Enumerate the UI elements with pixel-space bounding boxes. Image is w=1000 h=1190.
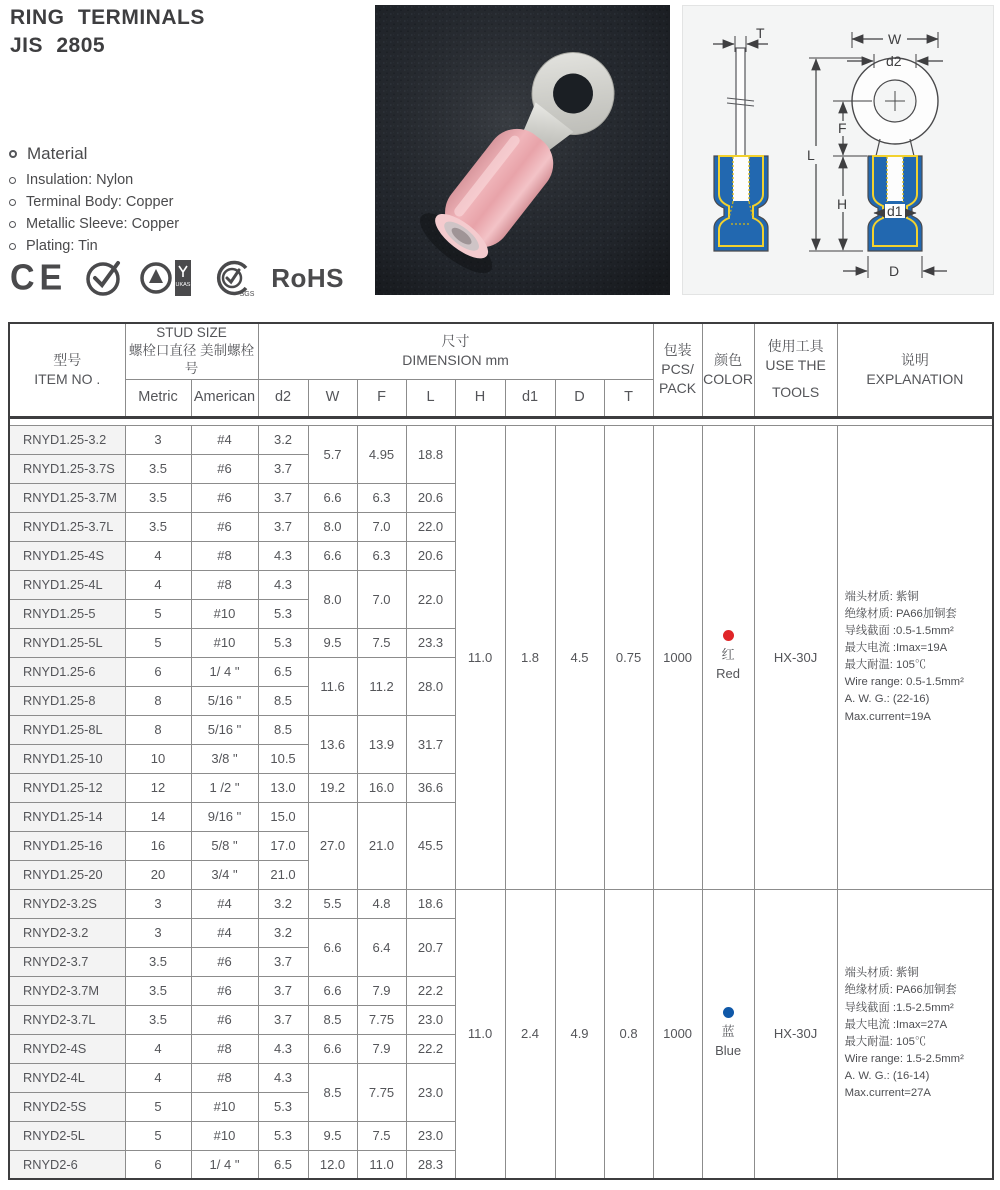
color-name-en: Blue: [715, 1042, 742, 1058]
pack-en2: PACK: [659, 380, 697, 397]
value-cell: 4.3: [258, 541, 308, 570]
value-cell: 3.7: [258, 512, 308, 541]
explanation-line: A. W. G.: (16-14): [844, 1070, 930, 1083]
dimension-en: DIMENSION mm: [402, 352, 509, 369]
value-cell: 6.3: [357, 483, 406, 512]
value-cell: 20.7: [406, 918, 455, 976]
col-header-t: T: [604, 379, 653, 417]
ukas-crown-badge-icon: [139, 256, 195, 300]
item-no-cell: RNYD1.25-12: [9, 773, 125, 802]
item-no-cell: RNYD2-5S: [9, 1092, 125, 1121]
explanation-line: 最大电流 :Imax=27A: [844, 1018, 948, 1031]
value-cell: 5.3: [258, 599, 308, 628]
dim-label-W: W: [888, 31, 902, 47]
item-no-cell: RNYD1.25-8: [9, 686, 125, 715]
value-cell: 3.7: [258, 976, 308, 1005]
value-cell: 6.6: [308, 918, 357, 976]
col-header-item-zh: 型号: [53, 351, 82, 368]
explanation-cell: [837, 425, 993, 889]
table-header: [9, 323, 993, 417]
value-cell: #10: [191, 599, 258, 628]
explanation-line: Wire range: 1.5-2.5mm²: [844, 1053, 964, 1066]
value-cell: 3.2: [258, 918, 308, 947]
dim-label-L: L: [807, 147, 815, 163]
value-cell: 18.8: [406, 425, 455, 483]
col-header-f: F: [357, 379, 406, 417]
value-cell: 8.5: [258, 715, 308, 744]
value-cell: 12.0: [308, 1150, 357, 1179]
item-no-cell: RNYD2-4S: [9, 1034, 125, 1063]
value-cell: 36.6: [406, 773, 455, 802]
value-cell: 6.6: [308, 1034, 357, 1063]
value-cell: 0.75: [604, 425, 653, 889]
value-cell: 5.3: [258, 1092, 308, 1121]
dimension-zh: 尺寸: [441, 333, 470, 350]
value-cell: #6: [191, 1005, 258, 1034]
item-no-cell: RNYD2-3.7: [9, 947, 125, 976]
value-cell: 4.5: [555, 425, 604, 889]
value-cell: #8: [191, 570, 258, 599]
item-no-cell: RNYD1.25-3.2: [9, 425, 125, 454]
explanation-line: 端头材质: 紫铜: [844, 967, 919, 980]
value-cell: 7.0: [357, 570, 406, 628]
value-cell: 6.6: [308, 976, 357, 1005]
value-cell: 6.3: [357, 541, 406, 570]
item-no-cell: RNYD2-5L: [9, 1121, 125, 1150]
value-cell: 3.5: [125, 1005, 191, 1034]
value-cell: HX-30J: [754, 889, 837, 1179]
item-no-cell: RNYD1.25-20: [9, 860, 125, 889]
col-header-dimension: [258, 323, 653, 379]
value-cell: 23.0: [406, 1005, 455, 1034]
bullet-icon: [9, 177, 16, 184]
value-cell: 6.4: [357, 918, 406, 976]
value-cell: 6.5: [258, 657, 308, 686]
item-no-cell: RNYD1.25-5: [9, 599, 125, 628]
item-no-cell: RNYD1.25-16: [9, 831, 125, 860]
value-cell: 7.75: [357, 1005, 406, 1034]
value-cell: 3.7: [258, 1005, 308, 1034]
item-no-cell: RNYD2-6: [9, 1150, 125, 1179]
material-item: [9, 216, 179, 232]
explanation-line: Max.current=19A: [844, 710, 931, 723]
tools-en2: TOOLS: [771, 384, 820, 401]
value-cell: 1 /2 ": [191, 773, 258, 802]
explanation-line: 端头材质: 紫铜: [844, 590, 919, 603]
item-no-cell: RNYD1.25-3.7M: [9, 483, 125, 512]
value-cell: 22.2: [406, 976, 455, 1005]
explanation-line: 最大耐温: 105℃: [844, 659, 927, 672]
value-cell: 7.5: [357, 628, 406, 657]
value-cell: 6: [125, 657, 191, 686]
value-cell: 8: [125, 715, 191, 744]
item-no-cell: RNYD1.25-4S: [9, 541, 125, 570]
color-zh: 颜色: [714, 351, 743, 368]
value-cell: 20.6: [406, 483, 455, 512]
value-cell: 11.0: [357, 1150, 406, 1179]
dim-label-d2: d2: [886, 53, 902, 69]
value-cell: 9.5: [308, 628, 357, 657]
value-cell: 4.8: [357, 889, 406, 918]
value-cell: 8.0: [308, 512, 357, 541]
value-cell: 6.5: [258, 1150, 308, 1179]
product-photo: [375, 5, 670, 295]
value-cell: 19.2: [308, 773, 357, 802]
value-cell: 5.7: [308, 425, 357, 483]
material-item-label: Terminal Body: Copper: [26, 194, 174, 210]
sgs-badge-icon: [210, 256, 256, 300]
value-cell: #10: [191, 1092, 258, 1121]
dimension-diagram: [682, 5, 994, 295]
value-cell: 11.6: [308, 657, 357, 715]
header-gap-cell: [9, 417, 993, 425]
explanation-line: 最大电流 :Imax=19A: [844, 642, 948, 654]
col-header-item-en: ITEM NO .: [34, 370, 101, 387]
col-header-american: American: [191, 379, 258, 417]
quality-check-badge-icon: [82, 257, 124, 299]
explanation-line: Max.current=27A: [844, 1087, 931, 1100]
value-cell: #10: [191, 628, 258, 657]
bullet-icon: [9, 150, 17, 158]
value-cell: 1000: [653, 889, 702, 1179]
value-cell: 7.0: [357, 512, 406, 541]
tools-zh: 使用工具: [767, 338, 824, 355]
value-cell: 20: [125, 860, 191, 889]
value-cell: 7.75: [357, 1063, 406, 1121]
value-cell: #8: [191, 541, 258, 570]
value-cell: 3: [125, 918, 191, 947]
value-cell: 23.0: [406, 1121, 455, 1150]
color-cell: [702, 889, 754, 1179]
value-cell: 7.9: [357, 1034, 406, 1063]
bullet-icon: [9, 199, 16, 206]
value-cell: 3.5: [125, 454, 191, 483]
item-no-cell: RNYD2-3.2: [9, 918, 125, 947]
value-cell: 13.0: [258, 773, 308, 802]
value-cell: #8: [191, 1063, 258, 1092]
value-cell: 3.7: [258, 483, 308, 512]
value-cell: 4.3: [258, 570, 308, 599]
value-cell: 8: [125, 686, 191, 715]
dim-label-D: D: [889, 263, 900, 279]
material-heading-row: [9, 144, 179, 164]
color-en: COLOR: [703, 370, 753, 387]
value-cell: #8: [191, 1034, 258, 1063]
value-cell: 1/ 4 ": [191, 657, 258, 686]
value-cell: 10: [125, 744, 191, 773]
value-cell: 4.9: [555, 889, 604, 1179]
value-cell: 8.0: [308, 570, 357, 628]
product-title: RING TERMINALS: [10, 6, 205, 29]
dim-label-d1: d1: [887, 203, 903, 219]
value-cell: 3/4 ": [191, 860, 258, 889]
explanation-line: 绝缘材质: PA66加铜套: [844, 607, 957, 620]
col-header-l: L: [406, 379, 455, 417]
value-cell: 5.3: [258, 628, 308, 657]
value-cell: 3/8 ": [191, 744, 258, 773]
color-name-zh: 红: [721, 647, 735, 663]
value-cell: 8.5: [308, 1005, 357, 1034]
page-title: [10, 4, 205, 59]
certifications-row: [10, 256, 344, 300]
value-cell: 3.5: [125, 512, 191, 541]
col-header-tools: [754, 323, 837, 417]
value-cell: #6: [191, 512, 258, 541]
value-cell: HX-30J: [754, 425, 837, 889]
value-cell: #4: [191, 889, 258, 918]
explanation-line: 绝缘材质: PA66加铜套: [844, 984, 957, 997]
pack-zh: 包装: [663, 342, 692, 359]
value-cell: 6.6: [308, 541, 357, 570]
item-no-cell: RNYD1.25-8L: [9, 715, 125, 744]
material-item-label: Insulation: Nylon: [26, 172, 134, 188]
value-cell: 27.0: [308, 802, 357, 889]
stud-size-zh: 螺栓口直径 美制螺栓号: [128, 343, 255, 377]
value-cell: 21.0: [357, 802, 406, 889]
value-cell: 15.0: [258, 802, 308, 831]
ukas-label: UKAS: [175, 282, 191, 288]
dim-label-T: T: [756, 25, 765, 41]
material-item-label: Metallic Sleeve: Copper: [26, 216, 180, 232]
col-header-color: [702, 323, 754, 417]
value-cell: 3: [125, 889, 191, 918]
explanation-line: 导线截面 :1.5-2.5mm²: [844, 1001, 954, 1014]
ce-mark-icon: CE: [10, 257, 68, 298]
color-dot-icon: [723, 1007, 734, 1018]
col-header-d: D: [555, 379, 604, 417]
value-cell: 5.3: [258, 1121, 308, 1150]
item-no-cell: RNYD2-3.2S: [9, 889, 125, 918]
dim-label-H: H: [837, 196, 848, 212]
value-cell: 17.0: [258, 831, 308, 860]
value-cell: #6: [191, 454, 258, 483]
col-header-d2: d2: [258, 379, 308, 417]
item-no-cell: RNYD1.25-3.7S: [9, 454, 125, 483]
value-cell: #10: [191, 1121, 258, 1150]
bullet-icon: [9, 243, 16, 250]
value-cell: 28.3: [406, 1150, 455, 1179]
value-cell: 11.0: [455, 889, 505, 1179]
color-dot-icon: [723, 630, 734, 641]
value-cell: 3: [125, 425, 191, 454]
pack-en1: PCS/: [661, 361, 694, 378]
value-cell: 4: [125, 570, 191, 599]
value-cell: 22.0: [406, 512, 455, 541]
table-row: [9, 889, 993, 918]
value-cell: 4: [125, 541, 191, 570]
material-list: [9, 144, 179, 260]
value-cell: #4: [191, 918, 258, 947]
value-cell: 16: [125, 831, 191, 860]
material-item: [9, 238, 179, 254]
value-cell: 4: [125, 1063, 191, 1092]
value-cell: 14: [125, 802, 191, 831]
value-cell: #4: [191, 425, 258, 454]
value-cell: 5: [125, 628, 191, 657]
dim-label-F: F: [838, 120, 847, 136]
value-cell: 45.5: [406, 802, 455, 889]
stud-size-en: STUD SIZE: [156, 325, 227, 340]
value-cell: 5/16 ": [191, 715, 258, 744]
value-cell: 11.0: [455, 425, 505, 889]
value-cell: 3.7: [258, 947, 308, 976]
material-heading: Material: [27, 144, 88, 163]
value-cell: 8.5: [258, 686, 308, 715]
value-cell: 13.9: [357, 715, 406, 773]
value-cell: 23.0: [406, 1063, 455, 1121]
expl-en: EXPLANATION: [866, 370, 964, 387]
color-cell: [702, 425, 754, 889]
bullet-icon: [9, 221, 16, 228]
value-cell: 5.5: [308, 889, 357, 918]
col-header-h: H: [455, 379, 505, 417]
value-cell: 3.5: [125, 947, 191, 976]
value-cell: 18.6: [406, 889, 455, 918]
explanation-cell: [837, 889, 993, 1179]
value-cell: 22.0: [406, 570, 455, 628]
col-header-item-no: [9, 323, 125, 417]
value-cell: 3.2: [258, 425, 308, 454]
col-header-stud-size: [125, 323, 258, 379]
value-cell: 3.5: [125, 976, 191, 1005]
spec-table: [8, 322, 994, 1180]
value-cell: 0.8: [604, 889, 653, 1179]
explanation-line: Wire range: 0.5-1.5mm²: [844, 676, 964, 689]
value-cell: 20.6: [406, 541, 455, 570]
item-no-cell: RNYD1.25-5L: [9, 628, 125, 657]
value-cell: 13.6: [308, 715, 357, 773]
material-item: [9, 172, 179, 188]
value-cell: 4: [125, 1034, 191, 1063]
value-cell: 1.8: [505, 425, 555, 889]
value-cell: 2.4: [505, 889, 555, 1179]
value-cell: 8.5: [308, 1063, 357, 1121]
value-cell: 22.2: [406, 1034, 455, 1063]
col-header-explanation: [837, 323, 993, 417]
item-no-cell: RNYD2-3.7M: [9, 976, 125, 1005]
col-header-metric: Metric: [125, 379, 191, 417]
value-cell: 9.5: [308, 1121, 357, 1150]
value-cell: 4.95: [357, 425, 406, 483]
value-cell: 9/16 ": [191, 802, 258, 831]
value-cell: 28.0: [406, 657, 455, 715]
color-name-en: Red: [716, 666, 740, 682]
item-no-cell: RNYD2-3.7L: [9, 1005, 125, 1034]
color-name-zh: 蓝: [721, 1024, 735, 1040]
value-cell: 12: [125, 773, 191, 802]
item-no-cell: RNYD2-4L: [9, 1063, 125, 1092]
value-cell: 3.5: [125, 483, 191, 512]
header-gap: [9, 417, 993, 425]
value-cell: 7.9: [357, 976, 406, 1005]
value-cell: 21.0: [258, 860, 308, 889]
value-cell: 10.5: [258, 744, 308, 773]
value-cell: 3.7: [258, 454, 308, 483]
value-cell: 1000: [653, 425, 702, 889]
value-cell: #6: [191, 947, 258, 976]
sgs-label: SGS: [239, 291, 255, 298]
item-no-cell: RNYD1.25-3.7L: [9, 512, 125, 541]
value-cell: 23.3: [406, 628, 455, 657]
standard-number: JIS 2805: [10, 33, 106, 57]
col-header-w: W: [308, 379, 357, 417]
item-no-cell: RNYD1.25-6: [9, 657, 125, 686]
spec-table-wrap: [8, 322, 994, 1180]
col-header-d1: d1: [505, 379, 555, 417]
value-cell: 16.0: [357, 773, 406, 802]
value-cell: 7.5: [357, 1121, 406, 1150]
col-header-pack: [653, 323, 702, 417]
value-cell: 5: [125, 1121, 191, 1150]
value-cell: 6.6: [308, 483, 357, 512]
table-body: [9, 425, 993, 1179]
value-cell: 4.3: [258, 1034, 308, 1063]
item-no-cell: RNYD1.25-10: [9, 744, 125, 773]
material-item: [9, 194, 179, 210]
value-cell: #6: [191, 483, 258, 512]
value-cell: 5: [125, 599, 191, 628]
expl-zh: 说明: [900, 351, 929, 368]
value-cell: 1/ 4 ": [191, 1150, 258, 1179]
value-cell: 4.3: [258, 1063, 308, 1092]
value-cell: 5/16 ": [191, 686, 258, 715]
value-cell: 5: [125, 1092, 191, 1121]
item-no-cell: RNYD1.25-14: [9, 802, 125, 831]
table-row: [9, 425, 993, 454]
explanation-line: 最大耐温: 105℃: [844, 1035, 927, 1048]
rohs-label: RoHS: [271, 262, 345, 293]
value-cell: 5/8 ": [191, 831, 258, 860]
value-cell: 11.2: [357, 657, 406, 715]
value-cell: 31.7: [406, 715, 455, 773]
explanation-line: 导线截面 :0.5-1.5mm²: [844, 624, 954, 637]
item-no-cell: RNYD1.25-4L: [9, 570, 125, 599]
value-cell: 3.2: [258, 889, 308, 918]
material-item-label: Plating: Tin: [26, 238, 98, 254]
value-cell: 6: [125, 1150, 191, 1179]
tools-en1: USE THE: [765, 357, 826, 374]
explanation-line: A. W. G.: (22-16): [844, 693, 930, 706]
value-cell: #6: [191, 976, 258, 1005]
